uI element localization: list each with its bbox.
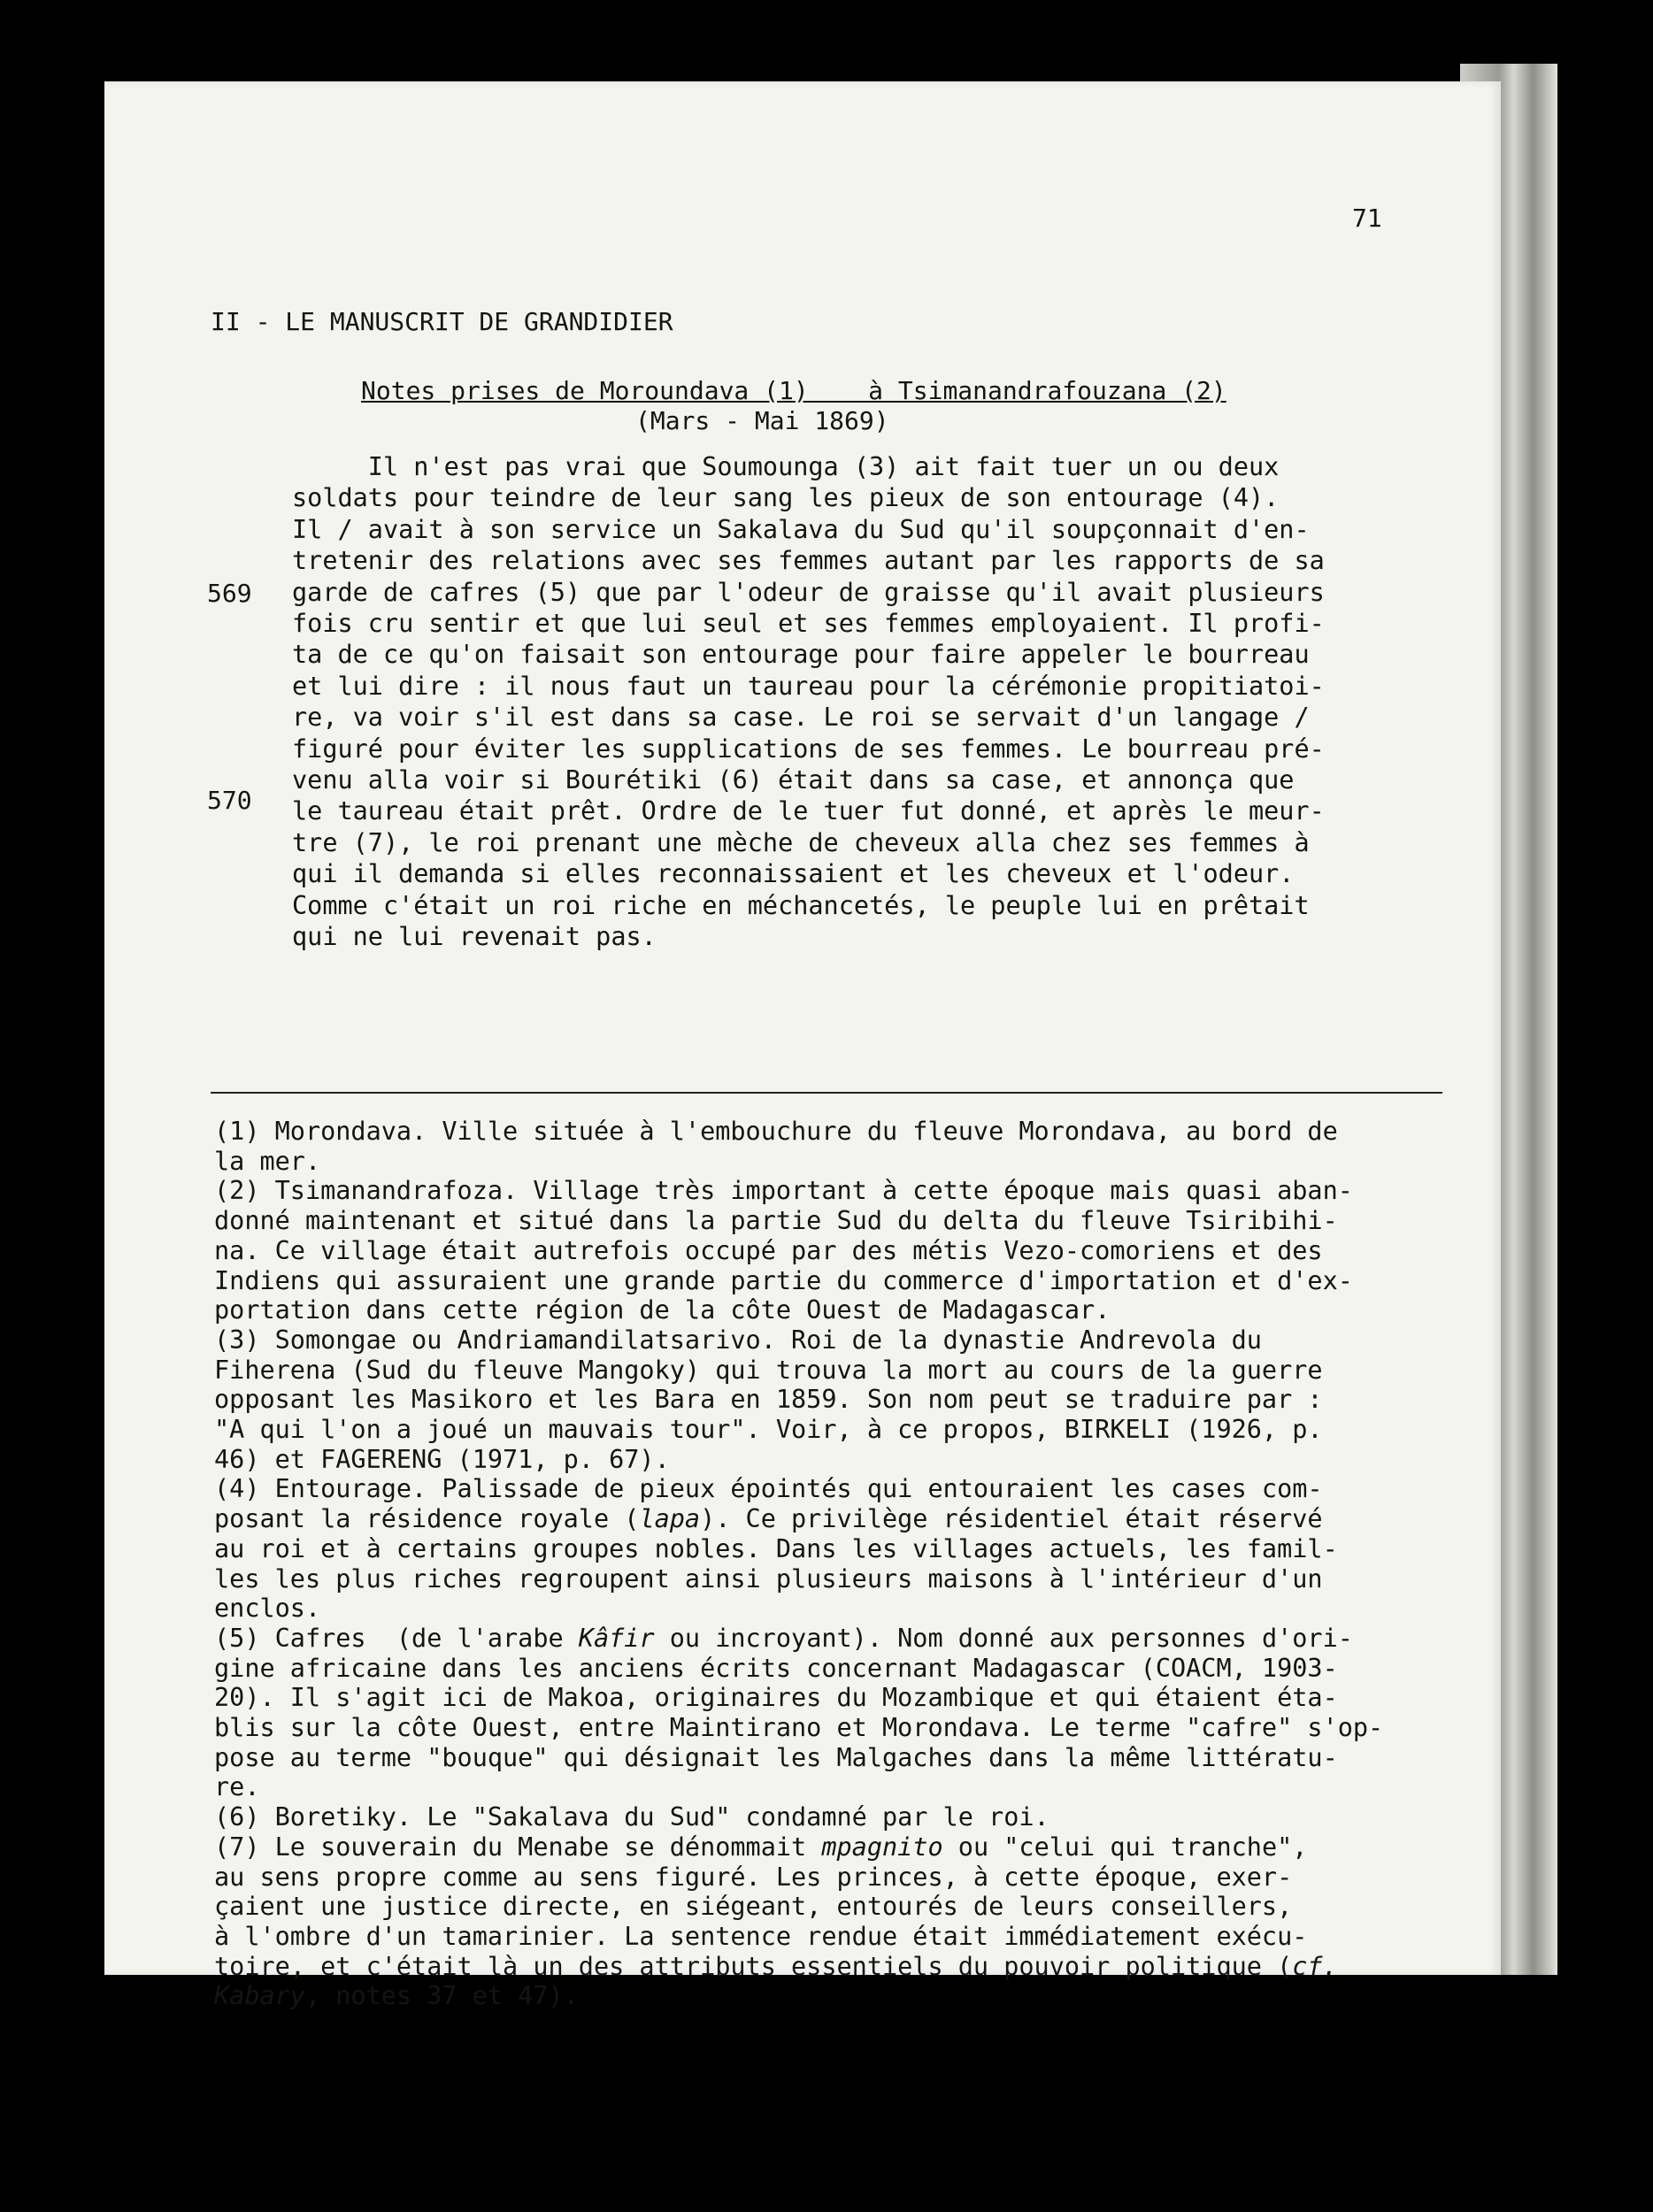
note-line: au sens propre comme au sens figuré. Les princes, à cette époque, exer- xyxy=(214,1862,1293,1892)
note-line: na. Ce village était autrefois occupé par des métis Vezo-comoriens et des xyxy=(214,1235,1323,1265)
note-line: la mer. xyxy=(214,1146,321,1176)
note-line: les les plus riches regroupent ainsi plusieurs maisons à l'intérieur d'un xyxy=(214,1563,1323,1594)
line-number: 570 xyxy=(207,786,252,815)
note-line: au roi et à certains groupes nobles. Dans les villages actuels, les famil- xyxy=(214,1533,1338,1563)
text-line: venu alla voir si Bourétiki (6) était dans sa case, et annonça que xyxy=(292,765,1295,795)
text-line: qui ne lui revenait pas. xyxy=(292,922,657,952)
text-line: re, va voir s'il est dans sa case. Le roi se servait d'un langage / xyxy=(292,703,1310,733)
note-line: çaient une justice directe, en siégeant, entourés de leurs conseillers, xyxy=(214,1892,1293,1922)
note-line: re. xyxy=(214,1772,260,1802)
text-line: qui il demanda si elles reconnaissaient et les cheveux et l'odeur. xyxy=(292,859,1295,889)
note-line: blis sur la côte Ouest, entre Maintirano et Morondava. Le terme "cafre" s'op- xyxy=(214,1713,1384,1743)
text-line: tretenir des relations avec ses femmes autant par les rapports de sa xyxy=(292,546,1325,576)
note-line: (4) Entourage. Palissade de pieux épointés qui entouraient les cases com- xyxy=(214,1474,1323,1504)
text-line: le taureau était prêt. Ordre de le tuer fut donné, et après le meur- xyxy=(292,796,1325,826)
subheading: Notes prises de Moroundava (1) à Tsimanandrafouzana (2) xyxy=(361,376,1226,405)
note-line: enclos. xyxy=(214,1594,321,1624)
book-page xyxy=(104,81,1501,2011)
note-line: (5) Cafres (de l'arabe Kâfir ou incroyant). Nom donné aux personnes d'ori- xyxy=(214,1623,1353,1653)
note-line: pose au terme "bouque" qui désignait les Malgaches dans la même littératu- xyxy=(214,1742,1338,1772)
note-line: 20). Il s'agit ici de Makoa, originaires du Mozambique et qui étaient éta- xyxy=(214,1683,1338,1713)
note-line: Kabary, notes 37 et 47). xyxy=(214,1981,579,2011)
page-number: 71 xyxy=(1352,204,1382,233)
text-line: Comme c'était un roi riche en méchancetés, le peuple lui en prêtait xyxy=(292,890,1310,920)
note-line: 46) et FAGERENG (1971, p. 67). xyxy=(214,1444,670,1474)
note-line: gine africaine dans les anciens écrits concernant Madagascar (COACM, 1903- xyxy=(214,1653,1338,1683)
footnote-separator xyxy=(211,1092,1442,1094)
text-line: figuré pour éviter les supplications de ses femmes. Le bourreau pré- xyxy=(292,733,1325,764)
text-line: soldats pour teindre de leur sang les pieux de son entourage (4). xyxy=(292,483,1280,513)
line-number: 569 xyxy=(207,579,252,608)
note-line: (7) Le souverain du Menabe se dénommait mpagnito ou "celui qui tranche", xyxy=(214,1832,1308,1862)
note-line: donné maintenant et situé dans la partie Sud du delta du fleuve Tsiribihi- xyxy=(214,1206,1338,1236)
text-line: Il n'est pas vrai que Soumounga (3) ait fait tuer un ou deux xyxy=(292,452,1280,481)
footnotes xyxy=(214,1117,1488,2011)
date-range: (Mars - Mai 1869) xyxy=(635,406,889,435)
text-line: fois cru sentir et que lui seul et ses femmes employaient. Il profi- xyxy=(292,609,1325,639)
main-text xyxy=(292,451,1469,953)
text-line: Il / avait à son service un Sakalava du Sud qu'il soupçonnait d'en- xyxy=(292,514,1310,544)
note-line: (2) Tsimanandrafoza. Village très important à cette époque mais quasi aban- xyxy=(214,1176,1353,1206)
text-line: et lui dire : il nous faut un taureau pour la cérémonie propitiatoi- xyxy=(292,671,1325,701)
note-line: Indiens qui assuraient une grande partie du commerce d'importation et d'ex- xyxy=(214,1265,1353,1295)
text-line: ta de ce qu'on faisait son entourage pour faire appeler le bourreau xyxy=(292,640,1310,670)
note-line: portation dans cette région de la côte Ouest de Madagascar. xyxy=(214,1295,1111,1325)
section-heading: II - LE MANUSCRIT DE GRANDIDIER xyxy=(211,307,673,336)
note-line: posant la résidence royale (lapa). Ce privilège résidentiel était réservé xyxy=(214,1504,1323,1534)
note-line: toire, et c'était là un des attributs essentiels du pouvoir politique (cf. xyxy=(214,1951,1338,1981)
note-line: (1) Morondava. Ville située à l'embouchure du fleuve Morondava, au bord de xyxy=(214,1117,1338,1146)
note-line: Fiherena (Sud du fleuve Mangoky) qui trouva la mort au cours de la guerre xyxy=(214,1355,1323,1385)
note-line: "A qui l'on a joué un mauvais tour". Voir, à ce propos, BIRKELI (1926, p. xyxy=(214,1415,1323,1445)
text-line: garde de cafres (5) que par l'odeur de graisse qu'il avait plusieurs xyxy=(292,577,1325,607)
note-line: (3) Somongae ou Andriamandilatsarivo. Roi de la dynastie Andrevola du xyxy=(214,1325,1262,1355)
note-line: à l'ombre d'un tamarinier. La sentence rendue était immédiatement exécu- xyxy=(214,1921,1308,1951)
note-line: (6) Boretiky. Le "Sakalava du Sud" condamné par le roi. xyxy=(214,1802,1049,1832)
note-line: opposant les Masikoro et les Bara en 1859. Son nom peut se traduire par : xyxy=(214,1385,1323,1415)
text-line: tre (7), le roi prenant une mèche de cheveux alla chez ses femmes à xyxy=(292,827,1310,857)
